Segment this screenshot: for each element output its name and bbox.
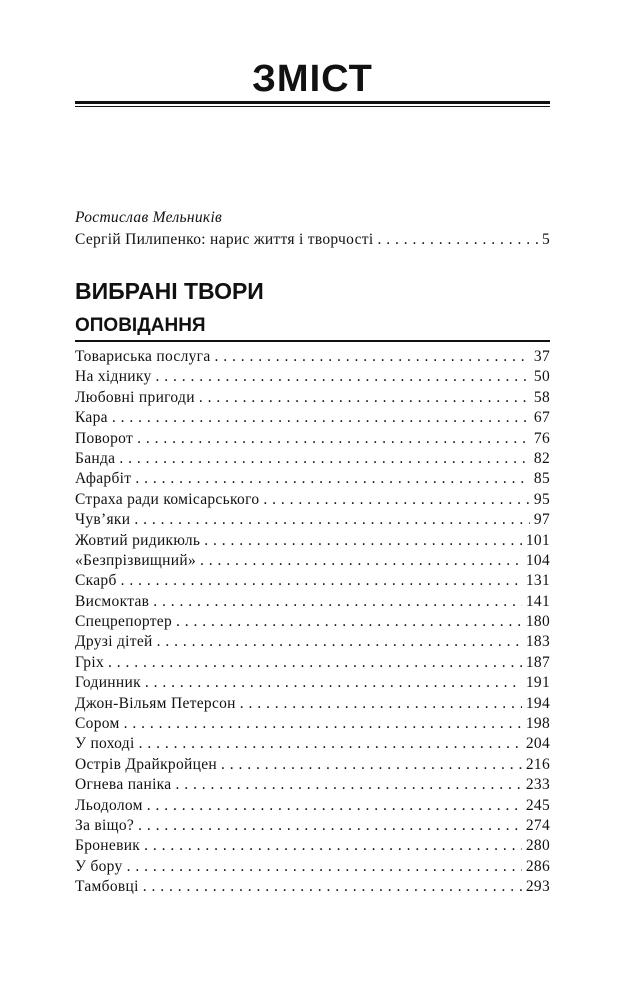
- entry-title: Жовтий ридикюль: [75, 531, 201, 549]
- entry-title: Броневик: [75, 837, 141, 855]
- dot-leader: [215, 347, 530, 367]
- dot-leader: [153, 592, 522, 612]
- entry-title: «Безпрізвищний»: [75, 551, 196, 569]
- dot-leader: [138, 816, 522, 836]
- dot-leader: [127, 857, 522, 877]
- entry-title: Сором: [75, 715, 120, 733]
- entry-page: 191: [525, 674, 550, 692]
- toc-entry[interactable]: [75, 592, 550, 612]
- toc-entry[interactable]: [75, 367, 550, 387]
- entry-page: 58: [533, 388, 550, 406]
- dot-leader: [176, 612, 522, 632]
- toc-entry[interactable]: [75, 571, 550, 591]
- dot-leader: [144, 836, 522, 856]
- entry-page: 194: [525, 694, 550, 712]
- entry-title: У поході: [75, 735, 135, 753]
- entry-page: 50: [533, 368, 550, 386]
- entry-page: 286: [525, 857, 550, 875]
- toc-entry[interactable]: [75, 612, 550, 632]
- entry-page: 131: [525, 572, 550, 590]
- entry-title: За віщо?: [75, 816, 135, 834]
- dot-leader: [156, 367, 530, 387]
- entry-title: Годинник: [75, 674, 141, 692]
- toc-entry[interactable]: [75, 694, 550, 714]
- subsection-title: ОПОВІДАННЯ: [75, 315, 206, 336]
- toc-entry[interactable]: [75, 653, 550, 673]
- entry-page: 76: [533, 429, 550, 447]
- toc-entry[interactable]: [75, 449, 550, 469]
- entry-page: 37: [533, 348, 550, 365]
- section-title: ВИБРАНІ ТВОРИ: [75, 278, 264, 304]
- dot-leader: [112, 408, 530, 428]
- dot-leader: [134, 510, 530, 530]
- entry-page: 233: [525, 776, 550, 794]
- entry-title: Чув’яки: [75, 511, 131, 529]
- toc-entry[interactable]: [75, 673, 550, 693]
- entry-page: 82: [533, 449, 550, 467]
- entry-page: 141: [525, 592, 550, 610]
- entry-page: 5: [541, 231, 550, 248]
- intro-author: Ростислав Мельників: [75, 209, 223, 226]
- entry-page: 293: [525, 878, 550, 896]
- toc-entry[interactable]: [75, 469, 550, 489]
- entry-title: Острів Драйкройцен: [75, 755, 217, 773]
- dot-leader: [145, 673, 522, 693]
- entry-title: Товариська послуга: [75, 348, 211, 365]
- toc-entry[interactable]: [75, 510, 550, 530]
- dot-leader: [377, 229, 537, 250]
- entry-title: Любовні пригоди: [75, 388, 195, 406]
- entry-page: 104: [525, 551, 550, 569]
- subsection-rule: [75, 340, 550, 342]
- entry-title: Кара: [75, 409, 108, 427]
- dot-leader: [108, 653, 522, 673]
- toc-list: [75, 347, 550, 898]
- entry-title: Банда: [75, 449, 116, 467]
- entry-title: Гріх: [75, 653, 104, 671]
- toc-entry[interactable]: [75, 714, 550, 734]
- dot-leader: [221, 755, 522, 775]
- toc-entry[interactable]: [75, 775, 550, 795]
- entry-title: Скарб: [75, 572, 117, 590]
- toc-entry[interactable]: [75, 429, 550, 449]
- entry-title: На хіднику: [75, 368, 152, 386]
- entry-page: 97: [533, 511, 550, 529]
- dot-leader: [263, 490, 530, 510]
- toc-entry[interactable]: [75, 836, 550, 856]
- entry-title: У бору: [75, 857, 123, 875]
- toc-entry[interactable]: [75, 877, 550, 897]
- entry-title: Сергій Пилипенко: нарис життя і творчості: [75, 231, 374, 248]
- dot-leader: [137, 429, 530, 449]
- entry-title: Друзі дітей: [75, 633, 153, 651]
- dot-leader: [135, 469, 530, 489]
- entry-title: Тамбовці: [75, 878, 139, 896]
- entry-title: Льодолом: [75, 796, 143, 814]
- entry-page: 85: [533, 470, 550, 488]
- entry-title: Спецрепортер: [75, 613, 173, 631]
- dot-leader: [139, 734, 522, 754]
- entry-page: 67: [533, 409, 550, 427]
- entry-title: Поворот: [75, 429, 134, 447]
- intro-entry[interactable]: [75, 229, 550, 250]
- title-rule-thin: [75, 106, 550, 107]
- dot-leader: [204, 531, 522, 551]
- page-title: ЗМІСТ: [252, 58, 373, 100]
- entry-page: 216: [525, 755, 550, 773]
- toc-entry[interactable]: [75, 734, 550, 754]
- toc-entry[interactable]: [75, 796, 550, 816]
- entry-page: 95: [533, 490, 550, 508]
- title-rule-thick: [75, 101, 550, 104]
- dot-leader: [121, 571, 522, 591]
- toc-entry[interactable]: [75, 408, 550, 428]
- entry-title: Огнева паніка: [75, 776, 172, 794]
- dot-leader: [200, 551, 522, 571]
- entry-title: Висмоктав: [75, 592, 150, 610]
- toc-entry[interactable]: [75, 551, 550, 571]
- dot-leader: [240, 694, 522, 714]
- toc-entry[interactable]: [75, 531, 550, 551]
- entry-page: 180: [525, 613, 550, 631]
- dot-leader: [175, 775, 521, 795]
- toc-entry[interactable]: [75, 388, 550, 408]
- dot-leader: [199, 388, 530, 408]
- entry-page: 187: [525, 653, 550, 671]
- entry-page: 274: [525, 816, 550, 834]
- entry-title: Джон-Вільям Петерсон: [75, 694, 236, 712]
- dot-leader: [147, 796, 522, 816]
- entry-page: 245: [525, 796, 550, 814]
- entry-page: 198: [525, 715, 550, 733]
- dot-leader: [119, 449, 530, 469]
- toc-entry[interactable]: [75, 347, 550, 367]
- dot-leader: [124, 714, 522, 734]
- dot-leader: [157, 632, 522, 652]
- toc-entry[interactable]: [75, 755, 550, 775]
- intro-block: [75, 207, 550, 250]
- toc-entry[interactable]: [75, 857, 550, 877]
- dot-leader: [143, 877, 522, 897]
- entry-page: 183: [525, 633, 550, 651]
- toc-entry[interactable]: [75, 490, 550, 510]
- entry-title: Афарбіт: [75, 470, 132, 488]
- entry-title: Страха ради комісарського: [75, 490, 260, 508]
- entry-page: 204: [525, 735, 550, 753]
- entry-page: 101: [525, 531, 550, 549]
- toc-entry[interactable]: [75, 816, 550, 836]
- entry-page: 280: [525, 837, 550, 855]
- toc-entry[interactable]: [75, 632, 550, 652]
